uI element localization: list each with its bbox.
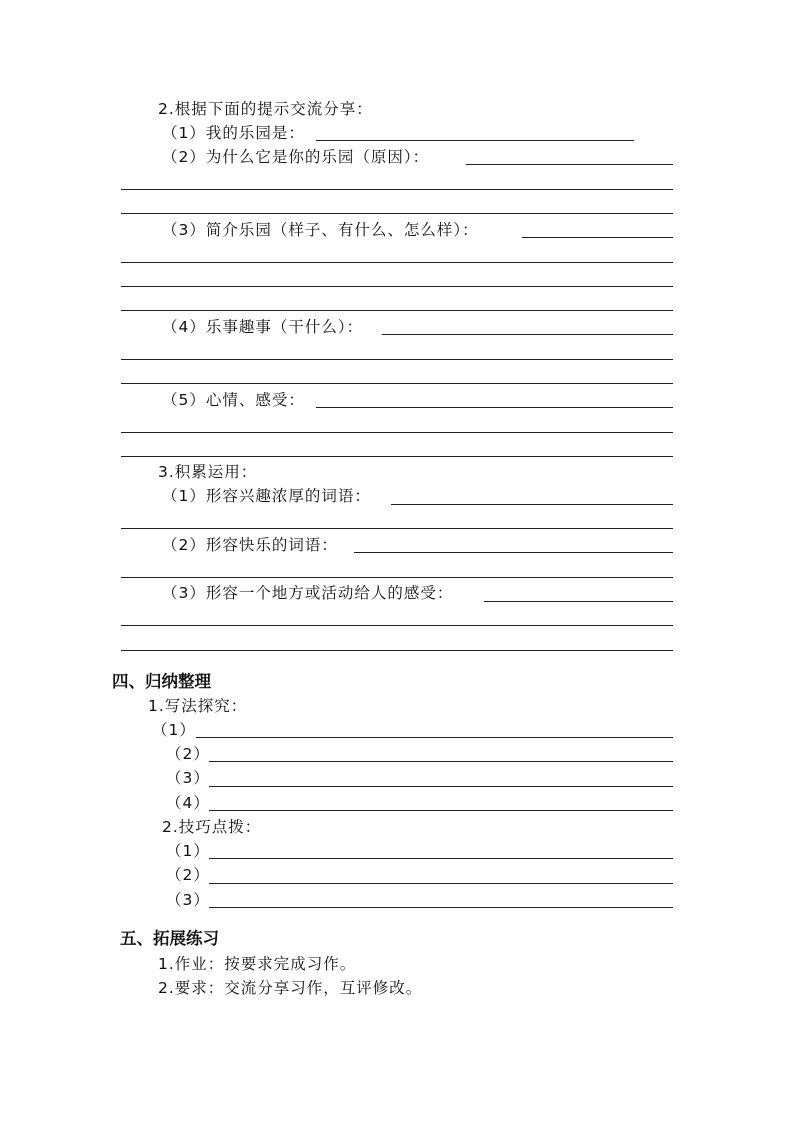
section-4-sub-1-item-1-label: （1） (152, 721, 196, 739)
q2-item-2-label: （2）为什么它是你的乐园（原因）： (162, 148, 430, 166)
q3-item-1-label: （1）形容兴趣浓厚的词语： (162, 487, 371, 505)
section-5-item-2: 2.要求：交流分享习作，互评修改。 (158, 979, 423, 997)
answer-line[interactable] (121, 310, 673, 311)
q2-item-1-label: （1）我的乐园是： (162, 124, 305, 142)
answer-line[interactable] (121, 432, 673, 433)
section-4-sub-2-item-3-blank[interactable] (209, 907, 673, 908)
answer-line[interactable] (121, 189, 673, 190)
q3-item-2-label: （2）形容快乐的词语： (162, 536, 338, 554)
section-4-sub-1-item-3-label: （3） (166, 769, 210, 787)
q2-title: 2.根据下面的提示交流分享： (158, 100, 373, 118)
q2-item-1-blank[interactable] (316, 140, 634, 141)
section-4-sub-1-item-3-blank[interactable] (209, 786, 673, 787)
answer-line[interactable] (121, 213, 673, 214)
q2-item-3-blank[interactable] (522, 237, 673, 238)
section-5-item-1: 1.作业：按要求完成习作。 (158, 955, 357, 973)
q2-item-3-label: （3）简介乐园（样子、有什么、怎么样）： (162, 221, 479, 239)
section-4-sub-1: 1.写法探究： (148, 697, 248, 715)
q2-item-2-blank[interactable] (466, 164, 673, 165)
section-4-heading: 四、归纳整理 (112, 672, 211, 691)
section-4-sub-1-item-4-blank[interactable] (209, 810, 673, 811)
q2-item-4-blank[interactable] (382, 334, 673, 335)
answer-line[interactable] (121, 383, 673, 384)
section-4-sub-2-item-1-blank[interactable] (209, 858, 673, 859)
section-4-sub-1-item-2-blank[interactable] (209, 761, 673, 762)
section-4-sub-1-item-4-label: （4） (166, 794, 210, 812)
answer-line[interactable] (121, 262, 673, 263)
answer-line[interactable] (121, 456, 673, 457)
section-4-sub-2-item-3-label: （3） (166, 891, 210, 909)
answer-line[interactable] (121, 528, 673, 529)
q2-item-5-blank[interactable] (316, 407, 673, 408)
q3-item-3-blank[interactable] (484, 601, 673, 602)
section-4-sub-1-item-1-blank[interactable] (196, 737, 673, 738)
section-4-sub-2-item-2-blank[interactable] (209, 883, 673, 884)
answer-line[interactable] (121, 650, 673, 651)
q3-item-2-blank[interactable] (354, 552, 673, 553)
answer-line[interactable] (121, 286, 673, 287)
q2-item-4-label: （4）乐事趣事（干什么）： (162, 318, 364, 336)
answer-line[interactable] (121, 577, 673, 578)
section-4-sub-2-item-2-label: （2） (166, 866, 210, 884)
section-5-heading: 五、拓展练习 (120, 929, 219, 948)
answer-line[interactable] (121, 359, 673, 360)
q3-item-3-label: （3）形容一个地方或活动给人的感受： (162, 584, 454, 602)
section-4-sub-2: 2.技巧点拨： (162, 818, 262, 836)
answer-line[interactable] (121, 625, 673, 626)
q3-title: 3.积累运用： (158, 463, 258, 481)
section-4-sub-1-item-2-label: （2） (166, 745, 210, 763)
section-4-sub-2-item-1-label: （1） (166, 842, 210, 860)
q3-item-1-blank[interactable] (391, 504, 673, 505)
q2-item-5-label: （5）心情、感受： (162, 391, 305, 409)
